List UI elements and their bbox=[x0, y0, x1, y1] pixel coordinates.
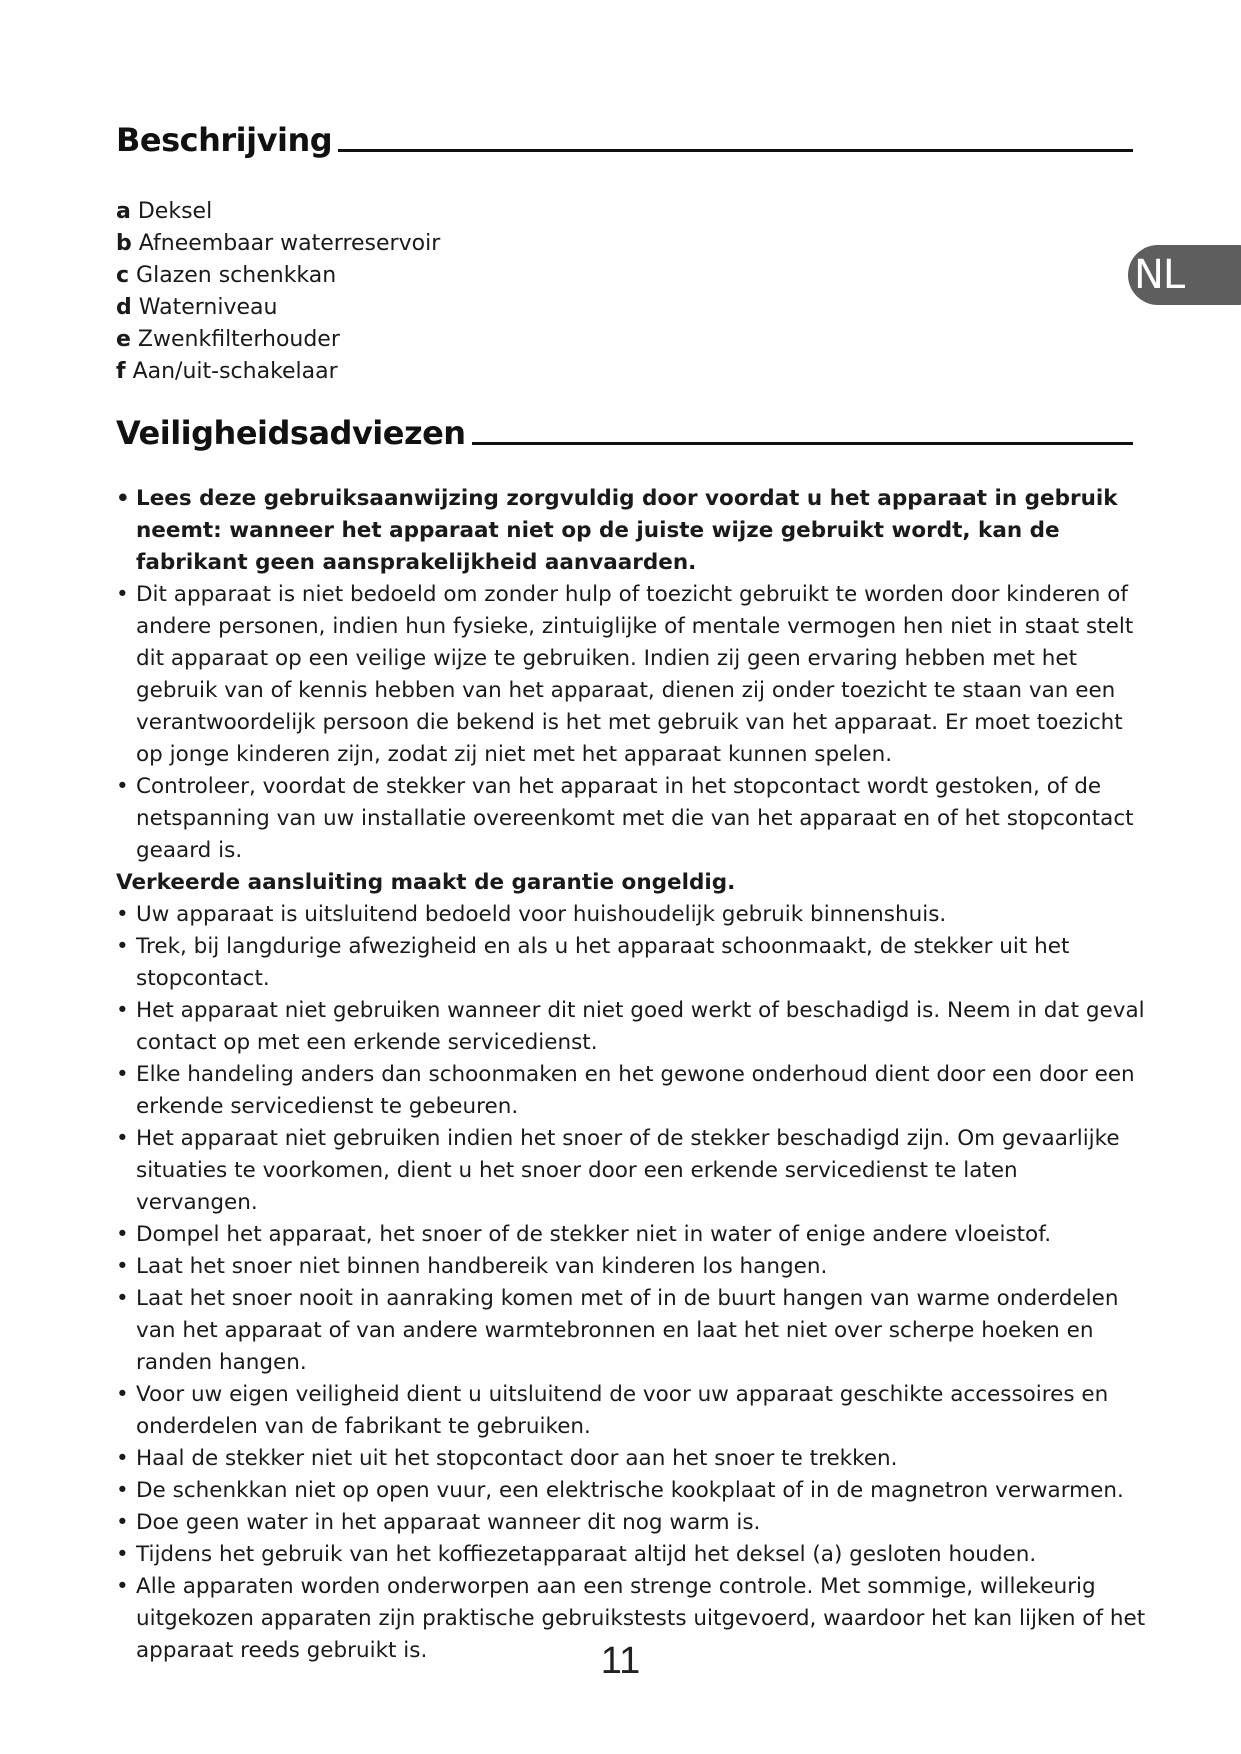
safety-item: • Lees deze gebruiksaanwijzing zorgvuldig door voordat u het apparaat in gebruik neemt: wanneer het apparaat niet op de juiste wijze gebruikt wordt, kan de fabrikant geen aansprakelijkheid aanvaarden. bbox=[116, 483, 1146, 579]
safety-item: • Controleer, voordat de stekker van het apparaat in het stopcontact wordt gestoken, of de netspanning van uw installatie overeenkomt met die van het apparaat en of het stopcontact geaard is. bbox=[116, 771, 1146, 867]
safety-item: • Voor uw eigen veiligheid dient u uitsluitend de voor uw apparaat geschikte accessoires en onderdelen van de fabrikant te gebruiken. bbox=[116, 1379, 1146, 1443]
safety-item: • Dompel het apparaat, het snoer of de stekker niet in water of enige andere vloeistof. bbox=[116, 1219, 1146, 1251]
safety-item: • Het apparaat niet gebruiken indien het snoer of de stekker beschadigd zijn. Om gevaarlijke situaties te voorkomen, dient u het snoer door een erkende servicedienst te laten vervangen. bbox=[116, 1123, 1146, 1219]
page-number: 11 bbox=[600, 1640, 641, 1682]
safety-item: • Het apparaat niet gebruiken wanneer dit niet goed werkt of beschadigd is. Neem in dat geval contact op met een erkende servicedienst. bbox=[116, 995, 1146, 1059]
part-label: Aan/uit-schakelaar bbox=[132, 359, 338, 384]
part-label: Waterniveau bbox=[138, 295, 278, 320]
safety-item: • Elke handeling anders dan schoonmaken en het gewone onderhoud dient door een door een erkende servicedienst te gebeuren. bbox=[116, 1059, 1146, 1123]
safety-item: • Laat het snoer nooit in aanraking komen met of in de buurt hangen van warme onderdelen van het apparaat of van andere warmtebronnen en laat het niet over scherpe hoeken en randen hangen. bbox=[116, 1283, 1146, 1379]
parts-list bbox=[116, 196, 440, 388]
part-letter: b bbox=[116, 231, 132, 256]
list-item bbox=[116, 196, 440, 228]
safety-item: • Dit apparaat is niet bedoeld om zonder hulp of toezicht gebruikt te worden door kinderen of andere personen, indien hun fysieke, zintuiglijke of mentale vermogen hen niet in staat stelt dit apparaat op een veilige wijze te gebruiken. Indien zij geen ervaring hebben met het gebruik van of kennis hebben van het apparaat, dienen zij onder toezicht te staan van een verantwoordelijk persoon die bekend is het met gebruik van het apparaat. Er moet toezicht op jonge kinderen zijn, zodat zij niet met het apparaat kunnen spelen. bbox=[116, 579, 1146, 771]
part-letter: d bbox=[116, 295, 132, 320]
heading-rule bbox=[472, 442, 1133, 445]
list-item bbox=[116, 356, 440, 388]
safety-item: • Doe geen water in het apparaat wanneer dit nog warm is. bbox=[116, 1507, 1146, 1539]
safety-item: • Haal de stekker niet uit het stopcontact door aan het snoer te trekken. bbox=[116, 1443, 1146, 1475]
list-item bbox=[116, 228, 440, 260]
part-label: Deksel bbox=[137, 199, 213, 224]
part-letter: c bbox=[116, 263, 130, 288]
part-label: Zwenkfilterhouder bbox=[137, 327, 340, 352]
list-item bbox=[116, 260, 440, 292]
heading-rule bbox=[338, 149, 1133, 152]
safety-item: • Uw apparaat is uitsluitend bedoeld voor huishoudelijk gebruik binnenshuis. bbox=[116, 899, 1146, 931]
part-label: Afneembaar waterreservoir bbox=[138, 231, 441, 256]
safety-list bbox=[116, 483, 1146, 1667]
part-letter: f bbox=[116, 359, 126, 384]
safety-heading bbox=[116, 413, 1133, 453]
description-heading-text: Beschrijving bbox=[116, 121, 333, 159]
safety-item: • Trek, bij langdurige afwezigheid en als u het apparaat schoonmaakt, de stekker uit het stopcontact. bbox=[116, 931, 1146, 995]
safety-item: • Laat het snoer niet binnen handbereik van kinderen los hangen. bbox=[116, 1251, 1146, 1283]
safety-heading-text: Veiligheidsadviezen bbox=[116, 414, 466, 452]
safety-item: • Alle apparaten worden onderworpen aan een strenge controle. Met sommige, willekeurig uitgekozen apparaten zijn praktische gebruikstests uitgevoerd, waardoor het kan lijken of het apparaat reeds gebruikt is. bbox=[116, 1571, 1146, 1667]
safety-item: • Tijdens het gebruik van het koffiezetapparaat altijd het deksel (a) gesloten houden. bbox=[116, 1539, 1146, 1571]
safety-item: • De schenkkan niet op open vuur, een elektrische kookplaat of in de magnetron verwarmen. bbox=[116, 1475, 1146, 1507]
list-item bbox=[116, 292, 440, 324]
part-letter: a bbox=[116, 199, 131, 224]
language-badge: NL bbox=[1128, 245, 1241, 305]
part-letter: e bbox=[116, 327, 131, 352]
warranty-note: Verkeerde aansluiting maakt de garantie ongeldig. bbox=[116, 870, 736, 895]
list-item bbox=[116, 324, 440, 356]
part-label: Glazen schenkkan bbox=[136, 263, 337, 288]
description-heading bbox=[116, 120, 1133, 160]
